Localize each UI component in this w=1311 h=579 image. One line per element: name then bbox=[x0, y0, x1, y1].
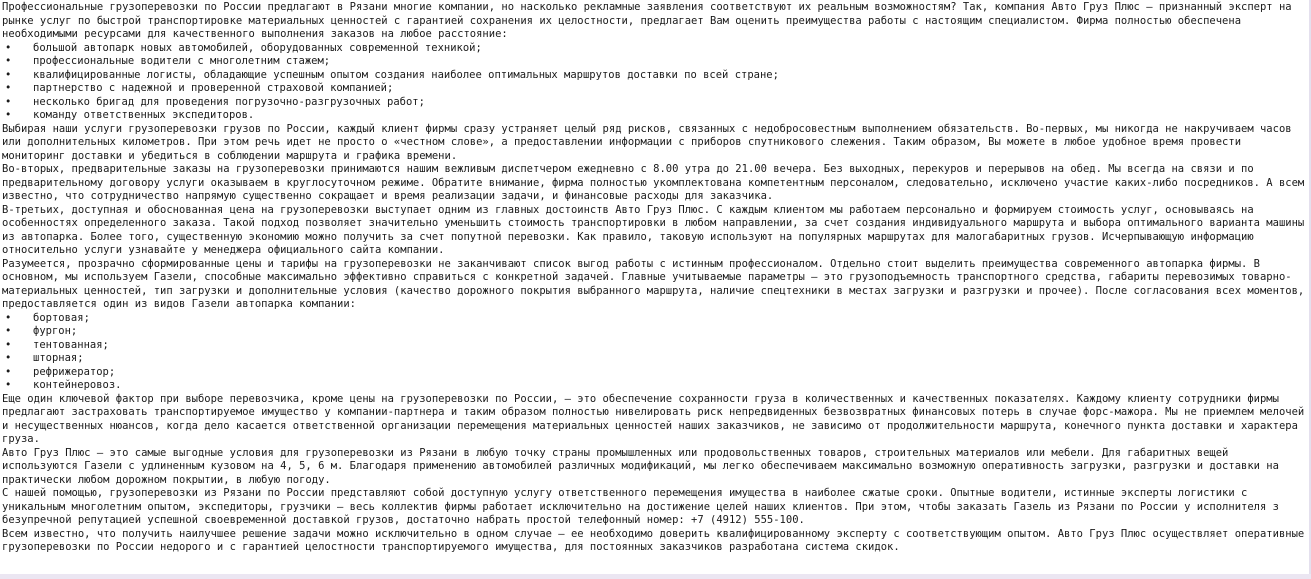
bullet: • bbox=[5, 352, 12, 364]
list-item: • бортовая; bbox=[5, 311, 90, 324]
list-item: • несколько бригад для проведения погрузочно-разгрузочных работ; bbox=[5, 95, 425, 108]
list-item: • рефрижератор; bbox=[5, 365, 116, 378]
bullet: • bbox=[5, 311, 12, 324]
paragraph-intro: Профессиональные грузоперевозки по России предлагают в Рязани многие компании, но насколько рекламные заявления соответствуют их реальным возможностям? Так, компания Авто Груз Плюс – признанный эксперт на рынке услуг по быстрой транспортировке материальных ценностей с гарантией сохранения их целостности, предлагает Вам оценить преимущества работы с настоящим специалистом. Фирма полностью обеспечена необходимыми ресурсами для качественного выполнения заказов на любое расстояние: bbox=[2, 1, 1292, 40]
bullet: • bbox=[5, 365, 12, 378]
advantages-list bbox=[2, 42, 1307, 123]
bullet: • bbox=[5, 379, 12, 391]
list-item: • шторная; bbox=[5, 352, 84, 364]
paragraph-pricing: В-третьих, доступная и обоснованная цена на грузоперевозки выступает одним из главных достоинств Авто Груз Плюс. С каждым клиентом мы работаем персонально и формируем стоимость услуг, основываясь на особенностях определенного заказа. Такой подход позволяет значительно уменьшить стоимость транспортировки в любом направлении, за счет создания индивидуального маршрута и выбора оптимального варианта машины из автопарка. Более того, существенную экономию можно получить за счет попутной перевозки. Как правило, таковую используют на популярных маршрутах для малогабаритных грузов. Исчерпывающую информацию относительно услуги узнавайте у менеджера официального сайта компании. bbox=[2, 203, 1305, 256]
list-item: • квалифицированные логисты, обладающие успешным опытом создания наиболее оптимальных маршрутов доставки по всей стране; bbox=[5, 68, 779, 81]
bullet: • bbox=[5, 338, 12, 351]
paragraph-schedule: Во-вторых, предварительные заказы на грузоперевозки принимаются нашим вежливым диспетчером ежедневно с 8.00 утра до 21.00 вечера. Без выходных, перекуров и перерывов на обед. Мы всегда на связи и по предварительному договору услуги оказываем в круглосуточном режиме. Обратите внимание, фирма полностью укомплектована компетентным персоналом, следовательно, исключено участие каких-либо посредников. А всем известно, что сотрудничество напрямую существенно сокращает и время реализации задачи, и финансовые расходы для заказчика. bbox=[2, 163, 1305, 202]
bullet: • bbox=[5, 82, 12, 94]
paragraph-risks: Выбирая наши услуги грузоперевозки грузов по России, каждый клиент фирмы сразу устраняет целый ряд рисков, связанных с недобросовестным выполнением обязательств. Во-первых, мы никогда не накручиваем часов или дополнительных километров. При этом речь идет не просто о «честном слове», а предоставлении информации с приборов спутникового слежения. Таким образом, Вы можете в любое удобное время провести мониторинг доставки и убедиться в соблюдении маршрута и графика времени. bbox=[2, 122, 1292, 162]
list-item: • команду ответственных экспедиторов. bbox=[5, 109, 255, 121]
list-item: • фургон; bbox=[5, 325, 78, 337]
list-item: • контейнеровоз. bbox=[5, 379, 122, 391]
list-item: • тентованная; bbox=[5, 338, 109, 351]
paragraph-contact: С нашей помощью, грузоперевозки из Рязани по России представляют собой доступную услугу ответственного перемещения имущества в наиболее сжатые сроки. Опытные водители, истинные эксперты логистики с уникальным многолетним опытом, экспедиторы, грузчики – весь коллектив фирмы работает исключительно на достижение целей наших клиентов. При этом, чтобы заказать Газель из Рязани по России у исполнителя з безупречной репутацией успешной своевременной доставкой грузов, достаточно набрать простой телефонный номер: +7 (4912) 555-100. bbox=[2, 487, 1279, 526]
list-item: • профессиональные водители с многолетним стажем; bbox=[5, 55, 331, 67]
bullet: • bbox=[5, 325, 12, 337]
bullet: • bbox=[5, 95, 12, 108]
paragraph-conditions: Авто Груз Плюс – это самые выгодные условия для грузоперевозки из Рязани в любую точку страны промышленных или продовольственных товаров, строительных материалов или мебели. Для габаритных вещей используются Газели с удлиненным кузовом на 4, 5, 6 м. Благодаря применению автомобилей различных модификаций, мы легко обеспечиваем максимально возможную оперативность загрузки, разгрузки и доставки на практически любом дорожном покрытии, в любую погоду. bbox=[2, 446, 1279, 486]
paragraph-fleet: Разумеется, прозрачно сформированные цены и тарифы на грузоперевозки не заканчивают список выгод работы с истинным профессионалом. Отдельно стоит выделить преимущества современного автопарка фирмы. В основном, мы используем Газели, способные максимально эффективно справиться с конкретной задачей. Главные учитываемые параметры – это грузоподъемность транспортного средства, габариты перевозимых товарно-материальных ценностей, тип загрузки и дополнительные условия (качество дорожного покрытия выбранного маршрута, наличие спецтехники в местах загрузки и разгрузки и прочее). После согласования всех моментов, предоставляется один из видов Газели автопарка компании: bbox=[2, 257, 1305, 310]
vehicle-types-list bbox=[2, 312, 1307, 393]
bullet: • bbox=[5, 41, 12, 54]
list-item: • партнерство с надежной и проверенной страховой компанией; bbox=[5, 82, 394, 94]
paragraph-conclusion: Всем известно, что получить наилучшее решение задачи можно исключительно в одном случае – ее необходимо доверить квалифицированному эксперту с соответствующим опытом. Авто Груз Плюс осуществляет оперативные грузоперевозки по России недорого и с гарантией целостности транспортируемого имущества, для постоянных заказчиков разработана система скидок. bbox=[2, 527, 1305, 553]
paragraph-insurance: Еще один ключевой фактор при выборе перевозчика, кроме цены на грузоперевозки по России, – это обеспечение сохранности груза в количественных и качественных показателях. Каждому клиенту сотрудники фирмы предлагают застраховать транспортируемое имущество у компании-партнера и таким образом полностью нивелировать риск непредвиденных безвозвратных финансовых потерь в случае форс-мажора. Мы не приемлем мелочей и несущественных нюансов, когда дело касается ответственной организации перемещения материальных ценностей наших заказчиков, не зависимо от продолжительности маршрута, конечного пункта доставки и характера груза. bbox=[2, 392, 1305, 445]
bullet: • bbox=[5, 109, 12, 121]
bullet: • bbox=[5, 55, 12, 67]
list-item: • большой автопарк новых автомобилей, оборудованных современной техникой; bbox=[5, 41, 482, 54]
bottom-strip bbox=[0, 574, 1311, 579]
bullet: • bbox=[5, 68, 12, 81]
